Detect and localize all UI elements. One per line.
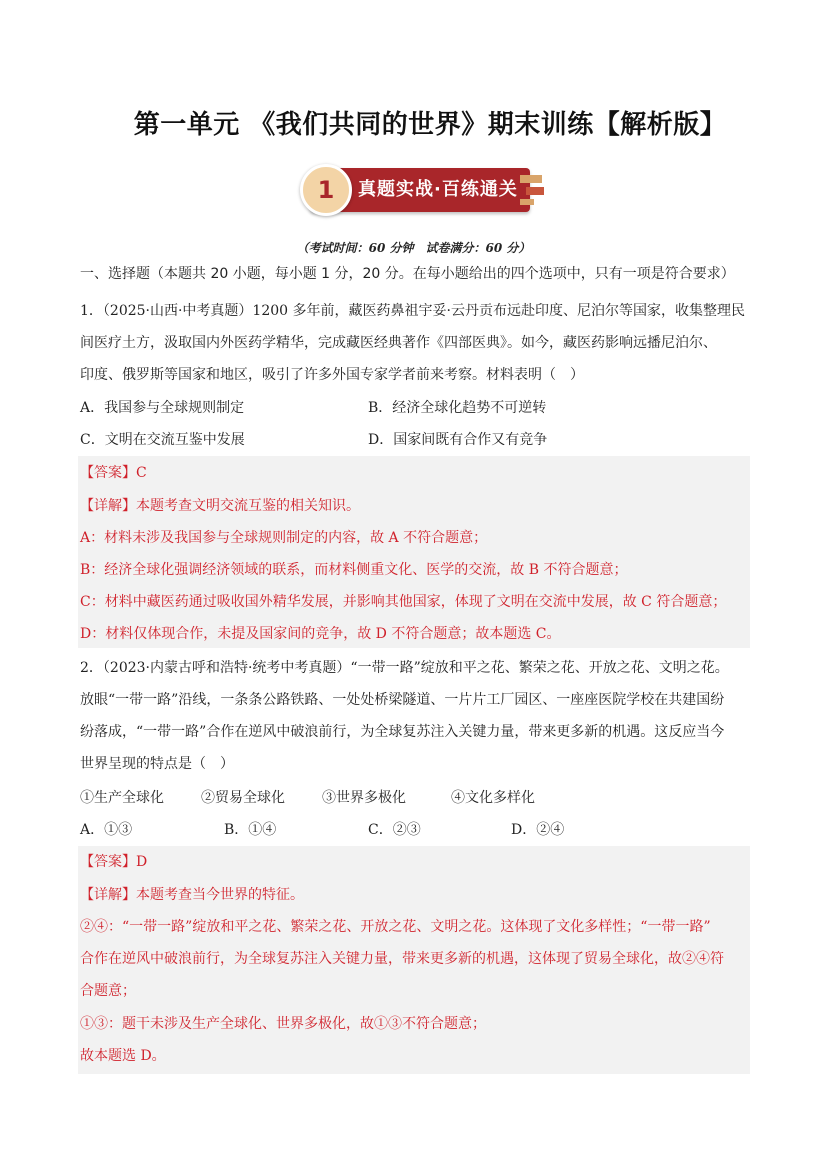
q1-stem-line: 印度、俄罗斯等国家和地区，吸引了许多外国专家学者前来考察。材料表明（ ） bbox=[80, 367, 584, 383]
q2-stem-line: 世界呈现的特点是（ ） bbox=[80, 756, 234, 772]
banner-label: 真题实战·百练通关 bbox=[358, 179, 518, 200]
q2-item: ①生产全球化 bbox=[80, 790, 164, 806]
q2-stem-line: 2．（2023·内蒙古呼和浩特·统考中考真题）“一带一路”绽放和平之花、繁荣之花、开放之花、文明之花。 bbox=[80, 660, 729, 676]
section-banner bbox=[300, 164, 545, 216]
q2-option-b: B．①④ bbox=[224, 822, 277, 838]
q1-answer: 【答案】C bbox=[80, 465, 147, 481]
page-title: 第一单元 《我们共同的世界》期末训练【解析版】 bbox=[133, 110, 727, 140]
banner-stripe bbox=[520, 199, 534, 205]
q2-answer: 【答案】D bbox=[80, 854, 148, 870]
q1-answer-box bbox=[78, 456, 750, 648]
q2-stem-line: 纷落成，“一带一路”合作在逆风中破浪前行，为全球复苏注入关键力量，带来更多新的机遇。这反应当今 bbox=[80, 724, 725, 740]
q2-analysis-line: 合作在逆风中破浪前行，为全球复苏注入关键力量，带来更多新的机遇，这体现了贸易全球化，故②④符 bbox=[80, 951, 724, 967]
q2-option-a: A．①③ bbox=[80, 822, 133, 838]
banner-stripe bbox=[526, 187, 544, 195]
q2-analysis-line: 【详解】本题考查当今世界的特征。 bbox=[80, 887, 304, 903]
q1-analysis-line: B：经济全球化强调经济领域的联系，而材料侧重文化、医学的交流，故 B 不符合题意； bbox=[80, 562, 628, 578]
exam-info: （考试时间：60 分钟 试卷满分：60 分） bbox=[296, 241, 531, 255]
q1-analysis-line: C：材料中藏医药通过吸收国外精华发展，并影响其他国家，体现了文明在交流中发展，故 C 符合题意； bbox=[80, 594, 727, 610]
banner-number: 1 bbox=[300, 164, 352, 216]
section-heading: 一、选择题（本题共 20 小题，每小题 1 分，20 分。在每小题给出的四个选项中，只有一项是符合要求） bbox=[80, 266, 735, 282]
banner-stripe bbox=[520, 175, 542, 183]
q1-option-a: A．我国参与全球规则制定 bbox=[80, 400, 245, 416]
q1-option-c: C．文明在交流互鉴中发展 bbox=[80, 432, 245, 448]
q2-analysis-line: 故本题选 D。 bbox=[80, 1048, 166, 1064]
q2-analysis-line: ①③：题干未涉及生产全球化、世界多极化，故①③不符合题意； bbox=[80, 1016, 486, 1032]
q1-analysis-line: D：材料仅体现合作，未提及国家间的竞争，故 D 不符合题意；故本题选 C。 bbox=[80, 626, 561, 642]
q1-analysis-line: 【详解】本题考查文明交流互鉴的相关知识。 bbox=[80, 498, 360, 514]
q2-item: ④文化多样化 bbox=[451, 790, 535, 806]
q2-analysis-line: ②④：“一带一路”绽放和平之花、繁荣之花、开放之花、文明之花。这体现了文化多样性；“一带一路” bbox=[80, 919, 711, 935]
q2-analysis-line: 合题意； bbox=[80, 983, 136, 999]
q2-option-c: C．②③ bbox=[368, 822, 421, 838]
q1-stem-line: 1．（2025·山西·中考真题）1200 多年前，藏医药鼻祖宇妥·云丹贡布远赴印度、尼泊尔等国家，收集整理民 bbox=[80, 303, 745, 319]
q1-stem-line: 间医疗土方，汲取国内外医药学精华，完成藏医经典著作《四部医典》。如今，藏医药影响远播尼泊尔、 bbox=[80, 335, 717, 351]
q1-option-d: D．国家间既有合作又有竞争 bbox=[368, 432, 548, 448]
q2-stem-line: 放眼“一带一路”沿线，一条条公路铁路、一处处桥梁隧道、一片片工厂园区、一座座医院学校在共建国纷 bbox=[80, 692, 725, 708]
q2-option-d: D．②④ bbox=[511, 822, 565, 838]
q2-item: ②贸易全球化 bbox=[201, 790, 285, 806]
q1-option-b: B．经济全球化趋势不可逆转 bbox=[368, 400, 547, 416]
q2-item: ③世界多极化 bbox=[322, 790, 406, 806]
q1-analysis-line: A：材料未涉及我国参与全球规则制定的内容，故 A 不符合题意； bbox=[80, 530, 488, 546]
